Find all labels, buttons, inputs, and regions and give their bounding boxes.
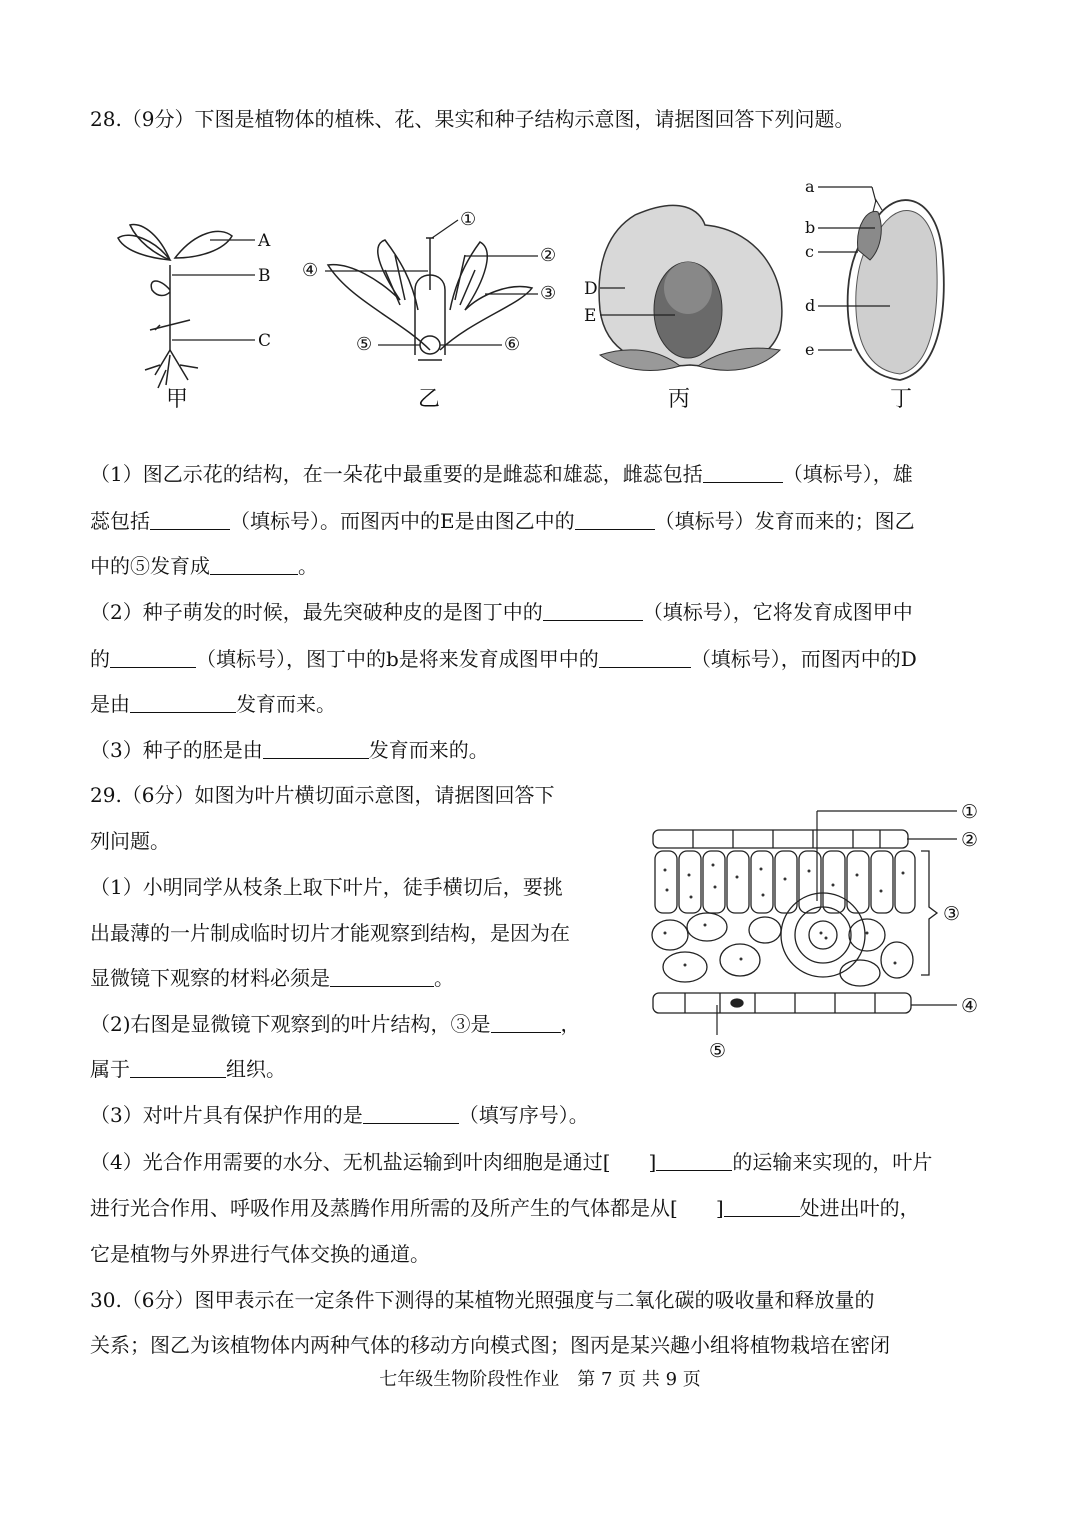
answer-blank[interactable] [491,1012,561,1033]
label-C: C [258,331,272,351]
answer-blank[interactable] [210,554,298,575]
answer-blank[interactable] [110,647,196,668]
leaf-label-2: ② [961,829,979,851]
label-b: b [805,218,816,237]
q28-part2-line2: 的 （填标号），图丁中的b是将来发育成图甲中的 （填标号），而图丙中的D [90,647,917,671]
q28-part3: （3）种子的胚是由 发育而来的。 [90,738,489,762]
q28-part1-line1: （1）图乙示花的结构，在一朵花中最重要的是雌蕊和雄蕊，雌蕊包括 （填标号），雄 [90,462,913,486]
flower-label-2: ② [540,245,557,266]
answer-blank[interactable] [330,966,434,987]
label-c: c [805,242,814,261]
q29-title-line1: 29.（6分）如图为叶片横切面示意图，请据图回答下 [90,783,555,807]
flower-label-6: ⑥ [504,334,521,355]
q30-line1: 30.（6分）图甲表示在一定条件下测得的某植物光照强度与二氧化碳的吸收量和释放量的 [90,1288,875,1312]
label-D: D [584,279,598,299]
answer-blank[interactable] [130,692,236,713]
answer-blank[interactable] [599,647,691,668]
q28-part2-line1: （2）种子萌发的时候，最先突破种皮的是图丁中的 （填标号），它将发育成图甲中 [90,600,913,624]
answer-blank[interactable] [724,1196,800,1217]
answer-blank[interactable] [150,509,230,530]
label-e: e [805,340,815,359]
answer-blank[interactable] [363,1103,459,1124]
q28-part1-line3: 中的⑤发育成 。 [90,554,318,578]
q29-part3: （3）对叶片具有保护作用的是 （填写序号）。 [90,1103,589,1127]
page-footer: 七年级生物阶段性作业 第 7 页 共 9 页 [379,1369,701,1390]
label-yi: 乙 [418,387,441,412]
answer-blank[interactable] [263,738,369,759]
label-ding: 丁 [890,387,913,412]
leaf-label-1: ① [961,801,979,823]
q30-line2: 关系；图乙为该植物体内两种气体的移动方向模式图；图丙是某兴趣小组将植物栽培在密闭 [90,1333,890,1357]
q29-part1-line3: 显微镜下观察的材料必须是 。 [90,966,454,990]
seedling-diagram [118,224,232,388]
fruit-diagram [599,205,782,370]
plant-structure-figure [100,170,980,420]
q28-part2-line3: 是由 发育而来。 [90,692,336,716]
answer-blank[interactable] [575,509,655,530]
flower-label-3: ③ [540,283,557,304]
leaf-cross-section-figure [645,795,995,1070]
flower-label-5: ⑤ [356,334,373,355]
leaf-label-3: ③ [943,903,961,925]
flower-label-1: ① [460,209,477,230]
q29-part4-line2: 进行光合作用、呼吸作用及蒸腾作用所需的及所产生的气体都是从[ ] 处进出叶的， [90,1196,920,1220]
label-A: A [258,231,271,251]
answer-blank[interactable] [703,462,783,483]
q29-title-line2: 列问题。 [90,829,170,853]
answer-blank[interactable] [656,1150,732,1171]
q29-part1-line1: （1）小明同学从枝条上取下叶片，徒手横切后，要挑 [90,875,563,899]
label-d: d [805,296,816,315]
label-B: B [258,266,271,286]
label-E: E [584,306,597,326]
bean-seed-diagram [848,200,944,380]
q28-part1-line2: 蕊包括 （填标号）。而图丙中的E是由图乙中的 （填标号）发育而来的；图乙 [90,509,915,533]
q29-part2-line1: （2)右图是显微镜下观察到的叶片结构，③是 ， [90,1012,581,1036]
label-jia: 甲 [166,387,189,412]
label-bing: 丙 [668,387,691,412]
flower-label-4: ④ [302,260,319,281]
answer-blank[interactable] [130,1057,226,1078]
leaf-label-4: ④ [961,995,979,1017]
q29-part2-line2: 属于 组织。 [90,1057,286,1081]
q28-title: 28.（9分）下图是植物体的植株、花、果实和种子结构示意图，请据图回答下列问题。 [90,107,855,131]
q29-part4-line3: 它是植物与外界进行气体交换的通道。 [90,1242,430,1266]
answer-blank[interactable] [543,600,643,621]
leaf-label-5: ⑤ [709,1040,727,1062]
label-a: a [805,177,815,196]
q29-part1-line2: 出最薄的一片制成临时切片才能观察到结构，是因为在 [90,921,570,945]
q29-part4-line1: （4）光合作用需要的水分、无机盐运输到叶肉细胞是通过[ ] 的运输来实现的，叶片 [90,1150,933,1174]
